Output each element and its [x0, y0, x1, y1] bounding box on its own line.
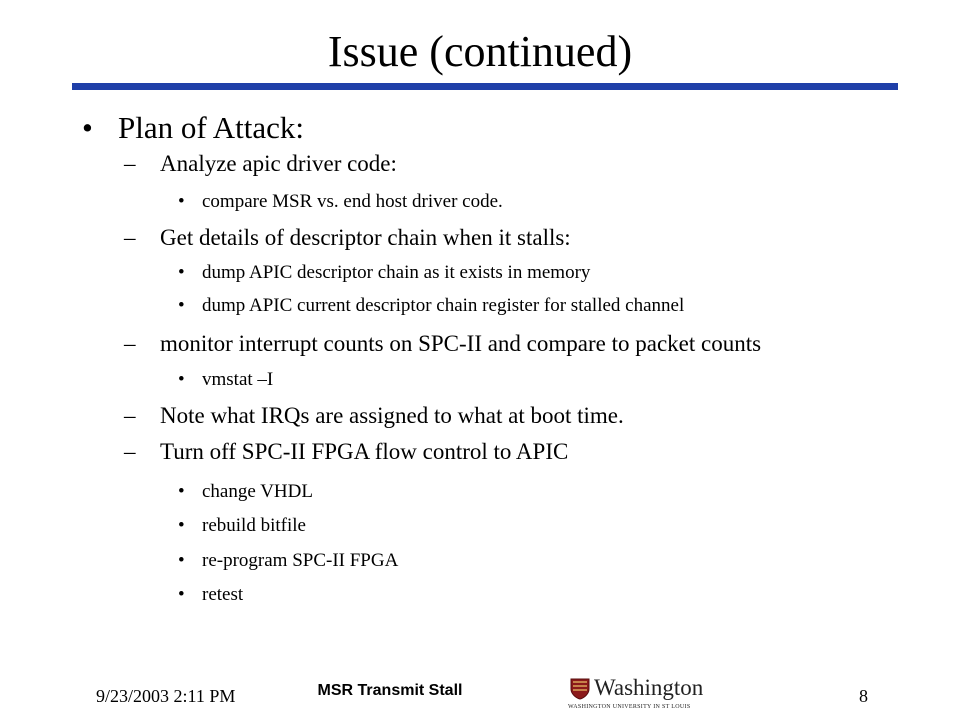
- detail-text: compare MSR vs. end host driver code.: [202, 191, 503, 212]
- detail-dump-chain: [178, 261, 591, 285]
- subpoint-text: Note what IRQs are assigned to what at boot time.: [160, 403, 624, 428]
- university-logo: [568, 676, 728, 714]
- bullet-marker: •: [82, 110, 93, 145]
- detail-dump-register: [178, 294, 685, 318]
- dash-marker: –: [124, 151, 136, 176]
- bullet-marker: •: [178, 481, 185, 502]
- subpoint-text: Turn off SPC-II FPGA flow control to APIC: [160, 439, 569, 464]
- subpoint-text: Analyze apic driver code:: [160, 151, 397, 176]
- bullet-marker: •: [178, 515, 185, 536]
- logo-subtitle: WASHINGTON UNIVERSITY IN ST LOUIS: [568, 704, 691, 710]
- dash-marker: –: [124, 403, 136, 428]
- detail-vmstat: [178, 368, 274, 392]
- slide-title: Issue (continued): [327, 27, 633, 76]
- title-underline: [72, 83, 898, 90]
- detail-text: dump APIC descriptor chain as it exists in memory: [202, 262, 591, 283]
- detail-change-vhdl: [178, 480, 313, 504]
- bullet-marker: •: [178, 191, 185, 212]
- detail-retest: [178, 583, 244, 607]
- bullet-text: Plan of Attack:: [118, 110, 304, 145]
- detail-text: rebuild bitfile: [202, 515, 306, 536]
- subpoint-text: monitor interrupt counts on SPC-II and compare to packet counts: [160, 331, 762, 356]
- subpoint-text: Get details of descriptor chain when it stalls:: [160, 225, 571, 250]
- detail-text: re-program SPC-II FPGA: [202, 550, 399, 571]
- subpoint-irq-assignment: [124, 402, 624, 430]
- logo-name: Washington: [594, 675, 704, 700]
- detail-text: vmstat –I: [202, 369, 274, 390]
- detail-text: dump APIC current descriptor chain register for stalled channel: [202, 295, 685, 316]
- bullet-marker: •: [178, 295, 185, 316]
- subpoint-interrupt-counts: [124, 330, 762, 358]
- dash-marker: –: [124, 331, 136, 356]
- bullet-plan-of-attack: [82, 110, 304, 146]
- detail-rebuild-bitfile: [178, 514, 306, 538]
- shield-icon: [570, 678, 590, 700]
- footer-title: MSR Transmit Stall: [317, 682, 463, 699]
- subpoint-analyze-driver: [124, 150, 397, 178]
- detail-text: retest: [202, 584, 244, 605]
- subpoint-flow-control: [124, 438, 569, 466]
- bullet-marker: •: [178, 550, 185, 571]
- detail-text: change VHDL: [202, 481, 313, 502]
- bullet-marker: •: [178, 369, 185, 390]
- page-number: 8: [859, 686, 868, 706]
- detail-compare-msr: [178, 190, 503, 214]
- subpoint-descriptor-chain: [124, 224, 571, 252]
- detail-reprogram-fpga: [178, 549, 399, 573]
- bullet-marker: •: [178, 584, 185, 605]
- footer-date: 9/23/2003 2:11 PM: [96, 686, 236, 706]
- dash-marker: –: [124, 439, 136, 464]
- bullet-marker: •: [178, 262, 185, 283]
- dash-marker: –: [124, 225, 136, 250]
